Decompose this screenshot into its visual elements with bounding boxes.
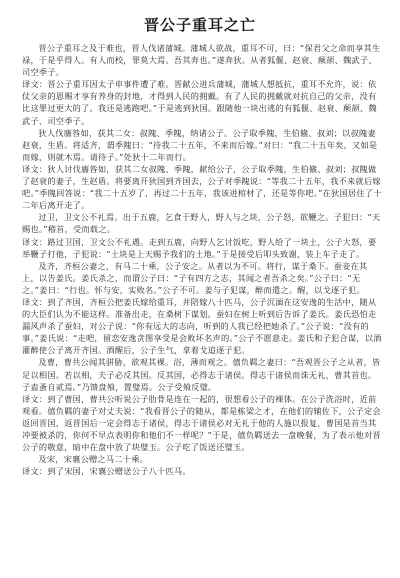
- document-title: 晋公子重耳之亡: [143, 16, 256, 34]
- paragraph-translation-1: 译文：晋公子重耳因太子申事件遭了难。晋献公进兵蒲城，蒲城人想抵抗，重耳不允许，说：依仗父亲的恩赐才享有养身的封地，才得到人民的拥戴。有了人民的拥戴就对抗自己的父亲，没有比这罪过更大的了。我还是逃跑吧。”于是逃到狄国。跟随他一块出逃的有狐偃、赵衰、颠颉、魏武子、司空季子。: [22, 79, 377, 126]
- paragraph-translation-4: 译文：到了齐国，齐桓公把姜氏嫁给重耳，并陪嫁八十匹马，公子沉湎在这安逸的生活中，随从的大臣们认为不能这样。准备出走，在桑树下谋划。蚕妇在树上听到后告诉了姜氏。姜氏恐怕走漏风声杀了蚕妇，对公子说：“你有远大的志向，听到的人我已经把她杀了。”公子说：“没有的事。”姜氏说：“走吧，留恋安逸贪图享受是会败坏名声的。”公子不愿意走。姜氏和子犯合谋，以酒灌醉使公子离开齐国。酒醒后，公子生气，拿着戈追逐子犯。: [22, 296, 382, 356]
- paragraph-original-2: 狄人伐廧咎如，获其二女：叔隗、季隗，纳诸公子。公子取季隗，生伯鯈、叔刘；以叔隗妻赵衰，生盾。将适齐，谓季隗曰：“待我二十五年，不来而后嫁。”对曰：“我二十五年矣，又如是而嫁，则就木焉。请待子。”处狄十二年而行。: [22, 127, 378, 162]
- paragraph-translation-3: 译文：路过卫国，卫文公不礼遇。走到五鹿，向野人乞讨饭吃，野人给了一块土，公子大怒，要举鞭子打他，子犯说：“土块是上天赐予我们的土地。”于是接受后叩头致谢，装上车子走了。: [22, 236, 377, 259]
- paragraph-original-5: 及曹，曹共公闻其骈胁，欲观其裸。浴，薄而观之。僖负羁之妻曰：“吾观晋公子之从者，皆足以相国。若以相，夫子必反其国。反其国，必得志于诸侯。得志于诸侯而诛无礼，曹其首也。子盍蚤自贰焉。”乃馈盘飧，置璧焉。公子受飧反璧。: [22, 357, 381, 392]
- paragraph-original-6: 及宋，宋襄公赠之马二十乘。: [38, 454, 149, 465]
- paragraph-translation-6: 译文：到了宋国，宋襄公赠送公子八十匹马。: [22, 466, 191, 477]
- paragraph-original-4: 及齐，齐桓公妻之，有马二十乘，公子安之。从者以为不可。将行，谋于桑下。蚕妾在其上，以告姜氏。姜氏杀之，而谓公子曰：“子有四方之志，其闻之者吾杀之矣。”公子曰：“无之。”姜曰：“行也。怀与安，实败名。”公子不可。姜与子犯谋，醉而遣之。醒，以戈逐子犯。: [22, 260, 368, 295]
- paragraph-translation-2: 译文：狄人讨伐廧咎如，获其二女叔隗、季隗，献给公子，公子取季隗，生伯鯈、叔刘；叔隗做了赵衰的妻子，生赵盾。将要离开狄国到齐国去，公子对季隗说：“等我二十五年，我不来就后嫁吧。”季隗回答说：“我二十五岁了，再过二十五年，我该进棺材了，还是等你吧。”在狄国居住了十二年后离开走了。: [22, 163, 382, 211]
- paragraph-translation-5: 译文：到了曹国，曹共公听说公子肋骨是连在一起的，很想看公子的裸体。在公子洗浴时，近前观看。僖负羁的妻子对丈夫说：“我看晋公子的随从，都是栋梁之才，在他们的辅佐下，公子定会返回晋国，返晋国后一定会得志于诸侯，得志于诸侯必对无礼于他的人施以报复，曹国是首当其冲要被杀的，你何不早点表明你和他们不一样呢？”于是，僖负羁送去一盘晚餐，为了表示他对晋公子的敬意，暗中在盘中放了块璧玉。公子吃了饭送还璧玉。: [22, 393, 381, 453]
- document-body: [22, 42, 382, 477]
- paragraph-original-3: 过卫，卫文公不礼焉。出于五鹿，乞食于野人，野人与之块，公子怒，欲鞭之。子犯曰：“天赐也。”稽首，受而载之。: [22, 212, 381, 235]
- paragraph-original-1: 晋公子重耳之及于难也，晋人伐诸蒲城。蒲城人欲战，重耳不可，曰：“保君父之命而享其生禄，于是乎得人。有人而校，罪莫大焉。吾其奔也。”遂奔狄。从者狐偃、赵衰、颠颉、魏武子、司空季子。: [22, 43, 381, 78]
